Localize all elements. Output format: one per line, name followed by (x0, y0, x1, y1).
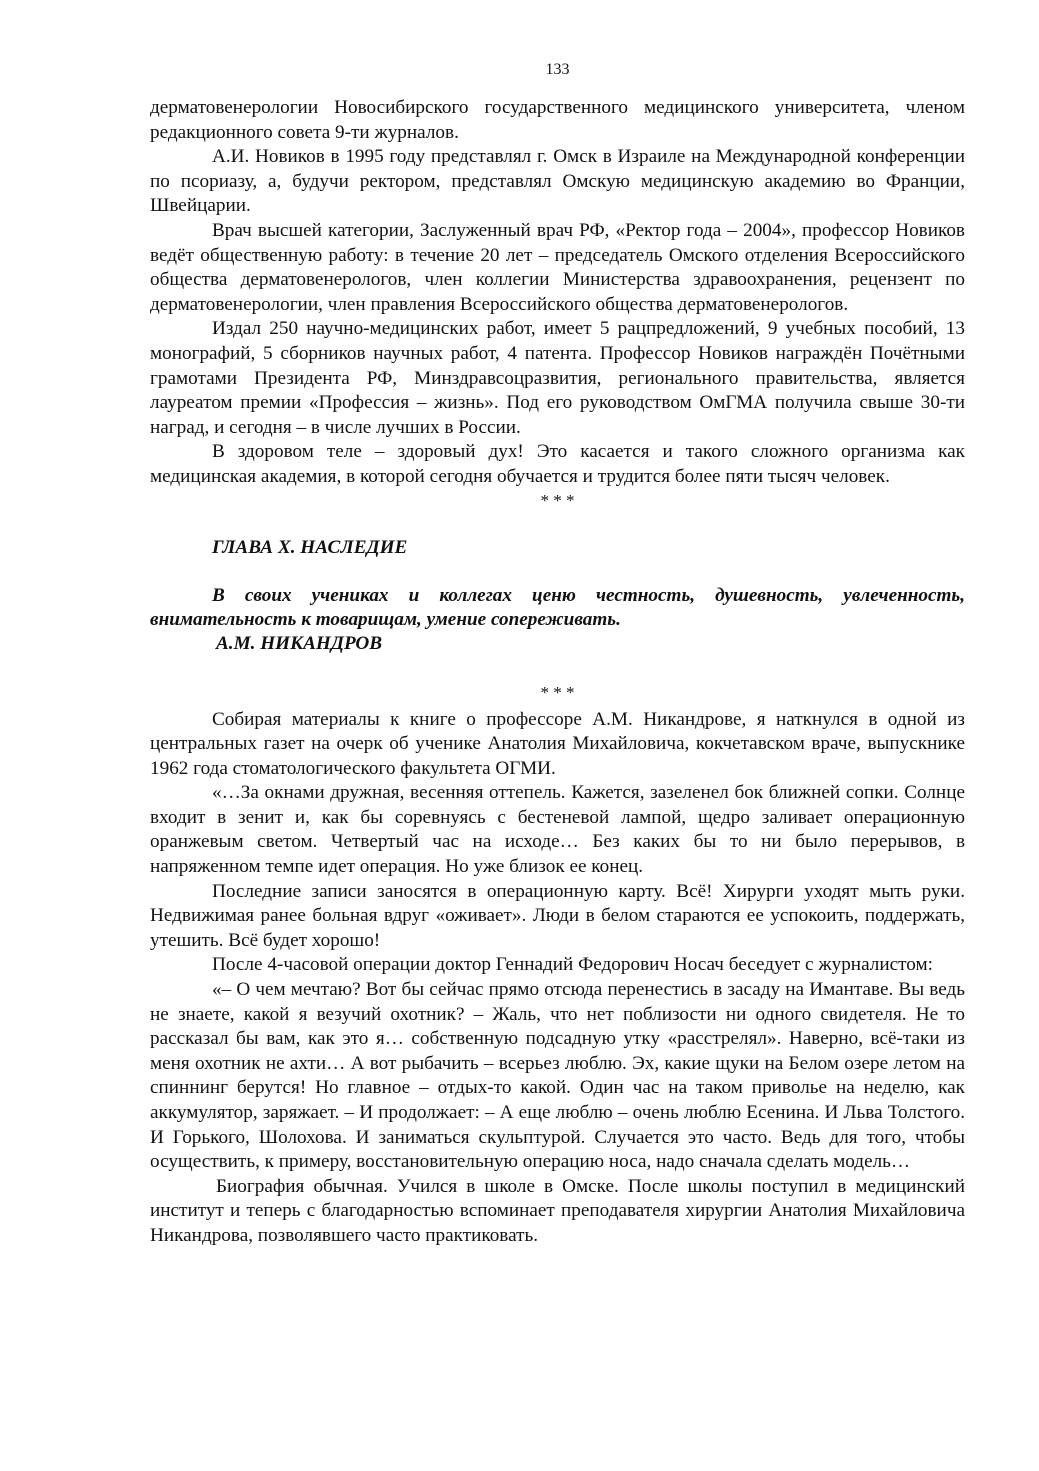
paragraph: А.И. Новиков в 1995 году представлял г. Омск в Израиле на Международной конференции по псориазу, а, будучи ректором, представлял Омскую медицинскую академию во Франции, Швейцарии. (150, 146, 965, 217)
paragraph: «– О чем мечтаю? Вот бы сейчас прямо отсюда перенестись в засаду на Имантаве. Вы ведь не знаете, какой я везучий охотник? – Жаль, что нет поблизости ни одного свидетеля. Не то рассказал бы вам, как это я… собственную подсадную утку «расстрелял». Наверно, всё-таки из меня охотник не ахти… А вот рыбачить – всерьез люблю. Эх, какие щуки на Белом озере летом на спиннинг берутся! Но главное – отдых-то какой. Один час на таком приволье на неделю, как аккумулятор, заряжает. – И продолжает: – А еще люблю – очень люблю Есенина. И Льва Толстого. И Горького, Шолохова. И заниматься скульптурой. Случается это часто. Ведь для того, чтобы осуществить, к примеру, восстановительную операцию носа, надо сначала сделать модель… (150, 979, 965, 1173)
chapter-title: ГЛАВА Х. НАСЛЕДИЕ (212, 536, 408, 558)
paragraph: дерматовенерологии Новосибирского государственного медицинского университета, членом редакционного совета 9-ти журналов. (150, 97, 965, 143)
paragraph: В здоровом теле – здоровый дух! Это касается и такого сложного организма как медицинская академия, в которой сегодня обучается и трудится более пяти тысяч человек. (150, 441, 965, 487)
epigraph-author: А.М. НИКАНДРОВ (216, 632, 383, 654)
paragraph: Врач высшей категории, Заслуженный врач РФ, «Ректор года – 2004», профессор Новиков ведёт общественную работу: в течение 20 лет – председатель Омского отделения Всероссийского общества дерматовенерологов, член коллегии Министерства здравоохранения, рецензент по дерматовенерологии, член правления Всероссийского общества дерматовенерологов. (150, 219, 965, 315)
page-number: 133 (545, 61, 570, 78)
section-separator: * * * (540, 490, 575, 510)
paragraph: Собирая материалы к книге о профессоре А.М. Никандрове, я наткнулся в одной из центральных газет на очерк об ученике Анатолия Михайловича, кокчетавском враче, выпускнике 1962 года стоматологического факультета ОГМИ. (150, 708, 965, 779)
section-separator: * * * (540, 682, 575, 702)
paragraph: Издал 250 научно-медицинских работ, имеет 5 рацпредложений, 9 учебных пособий, 13 монографий, 5 сборников научных работ, 4 патента. Профессор Новиков награждён Почётными грамотами Президента РФ, Минздравсоцразвития, регионального правительства, является лауреатом премии «Профессия – жизнь». Под его руководством ОмГМА получила свыше 30-ти наград, и сегодня – в числе лучших в России. (150, 318, 965, 438)
paragraph: Биография обычная. Учился в школе в Омске. После школы поступил в медицинский институт и теперь с благодарностью вспоминает преподавателя хирургии Анатолия Михайловича Никандрова, позволявшего часто практиковать. (150, 1175, 965, 1246)
epigraph-text: В своих учениках и коллегах ценю честность, душевность, увлеченность, внимательность к товарищам, умение сопереживать. (150, 584, 965, 630)
paragraph: После 4-часовой операции доктор Геннадий Федорович Носач беседует с журналистом: (212, 954, 933, 976)
paragraph: Последние записи заносятся в операционную карту. Всё! Хирурги уходят мыть руки. Недвижимая ранее больная вдруг «оживает». Люди в белом стараются ее успокоить, поддержать, утешить. Всё будет хорошо! (150, 880, 965, 951)
paragraph: «…За окнами дружная, весенняя оттепель. Кажется, зазеленел бок ближней сопки. Солнце входит в зенит и, как бы соревнуясь с бестеневой лампой, щедро заливает операционную оранжевым светом. Четвертый час на исходе… Без каких бы то ни было перерывов, в напряженном темпе идет операция. Но уже близок ее конец. (150, 782, 965, 878)
